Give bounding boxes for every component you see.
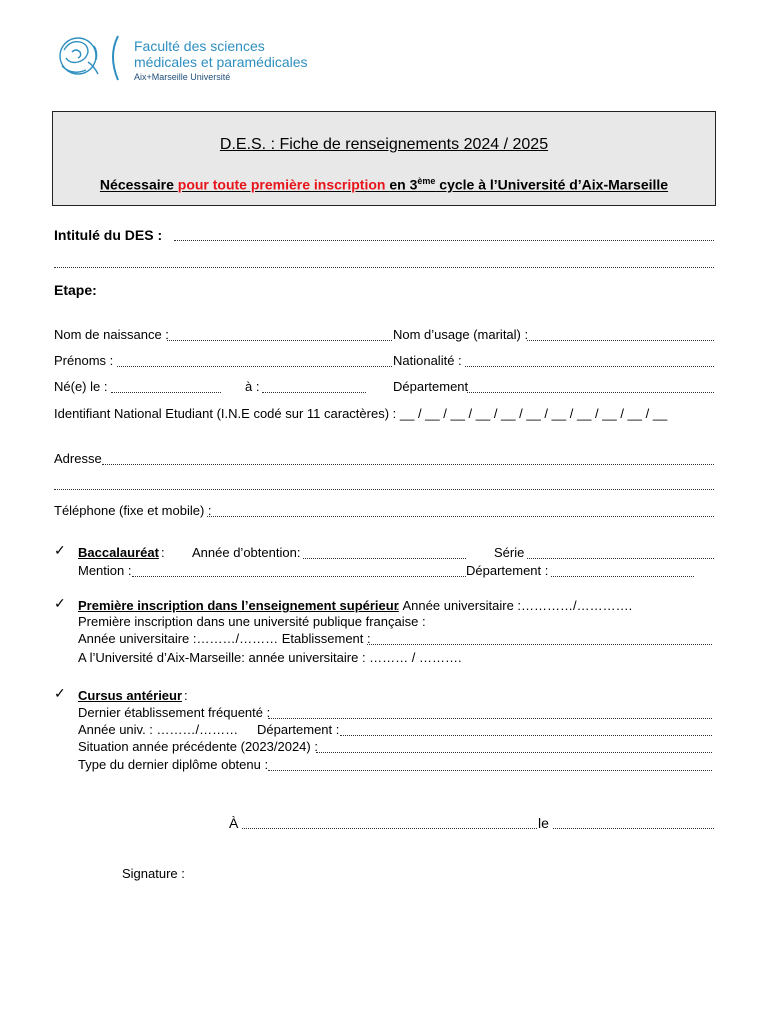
prenoms-label: Prénoms : <box>54 353 114 368</box>
bac-serie-label: Série <box>494 545 525 560</box>
logo-line2: médicales et paramédicales <box>134 54 308 70</box>
telephone-field[interactable] <box>207 516 714 517</box>
subtitle-part3: cycle à l’Université d’Aix-Marseille <box>435 176 669 193</box>
bac-serie-field[interactable] <box>527 558 714 559</box>
checkmark-icon: ✓ <box>54 542 66 558</box>
premiere-label: Première inscription dans l’enseignement supérieur <box>78 598 399 613</box>
form-subtitle <box>53 176 715 193</box>
cursus-situation-field[interactable] <box>316 752 712 753</box>
nom-usage-field[interactable] <box>527 340 714 341</box>
etape-label: Etape: <box>54 282 97 298</box>
bac-departement-label: Département : <box>466 563 549 578</box>
bac-mention-label: Mention : <box>78 563 132 578</box>
telephone-label: Téléphone (fixe et mobile) : <box>54 503 212 518</box>
premiere-etablissement-field[interactable] <box>367 644 712 645</box>
signature-label: Signature : <box>122 866 185 881</box>
intitule-line-1[interactable] <box>174 240 714 241</box>
bac-annee-label: Année d’obtention: <box>192 545 301 560</box>
nom-naissance-label: Nom de naissance : <box>54 327 169 342</box>
ine-label[interactable]: Identifiant National Etudiant (I.N.E codé sur 11 caractères) : __ / __ / __ / __ / __ / __ / __ / __ / __ / __ / __ <box>54 406 668 421</box>
subtitle-sup: ème <box>417 176 436 186</box>
nom-usage-label: Nom d’usage (marital) : <box>393 327 529 342</box>
cursus-line4: Type du dernier diplôme obtenu : <box>78 757 269 772</box>
footer-lieu-field[interactable] <box>242 828 537 829</box>
nationalite-label: Nationalité : <box>393 353 462 368</box>
subtitle-red: pour toute première inscription <box>177 176 390 193</box>
cursus-colon: : <box>184 688 188 703</box>
premiere-annee-univ[interactable]: : Année universitaire :…………/…………. <box>396 598 633 613</box>
subtitle-part1: Nécessaire <box>99 176 178 193</box>
a-field[interactable] <box>262 392 366 393</box>
faculty-logo-icon <box>54 32 124 84</box>
footer-date-field[interactable] <box>553 828 714 829</box>
nom-naissance-field[interactable] <box>167 340 392 341</box>
footer-a-label: À <box>229 815 239 831</box>
cursus-line2-departement: Département : <box>257 722 340 737</box>
a-label: à : <box>245 379 260 394</box>
cursus-line3: Situation année précédente (2023/2024) : <box>78 739 318 754</box>
premiere-line4[interactable]: A l’Université d’Aix-Marseille: année universitaire : ……… / ………. <box>78 650 462 665</box>
bac-mention-field[interactable] <box>132 576 466 577</box>
premiere-line2: Première inscription dans une université publique française : <box>78 614 426 629</box>
checkmark-icon: ✓ <box>54 685 66 701</box>
logo-line1: Faculté des sciences <box>134 38 265 54</box>
form-title: D.E.S. : Fiche de renseignements 2024 / 2025 <box>219 136 549 153</box>
bac-label: Baccalauréat <box>78 545 159 560</box>
nationalite-field[interactable] <box>465 366 714 367</box>
departement-field[interactable] <box>467 392 714 393</box>
faculty-logo <box>54 32 324 84</box>
bac-annee-field[interactable] <box>303 558 466 559</box>
adresse-line-2[interactable] <box>54 489 714 490</box>
cursus-departement-field[interactable] <box>340 735 712 736</box>
prenoms-field[interactable] <box>117 366 392 367</box>
ne-le-field[interactable] <box>111 392 221 393</box>
ne-le-label: Né(e) le : <box>54 379 108 394</box>
logo-university: Aix+Marseille Université <box>134 72 231 82</box>
intitule-line-2[interactable] <box>54 267 714 268</box>
checkmark-icon: ✓ <box>54 595 66 611</box>
subtitle-part2: en 3 <box>389 176 418 193</box>
cursus-diplome-field[interactable] <box>268 770 712 771</box>
adresse-label: Adresse <box>54 451 102 466</box>
footer-le-label: le <box>538 815 549 831</box>
bac-departement-field[interactable] <box>551 576 694 577</box>
bac-colon: : <box>161 545 165 560</box>
cursus-line1: Dernier établissement fréquenté : <box>78 705 271 720</box>
adresse-line-1[interactable] <box>102 464 714 465</box>
cursus-etablissement-field[interactable] <box>268 718 712 719</box>
departement-label: Département <box>393 379 469 394</box>
intitule-label: Intitulé du DES : <box>54 227 163 243</box>
premiere-line3[interactable]: Année universitaire :………/……… Etablissement : <box>78 631 371 646</box>
cursus-label: Cursus antérieur <box>78 688 183 703</box>
cursus-line2-annee[interactable]: Année univ. : ………/……… <box>78 722 239 737</box>
title-box <box>52 111 716 206</box>
